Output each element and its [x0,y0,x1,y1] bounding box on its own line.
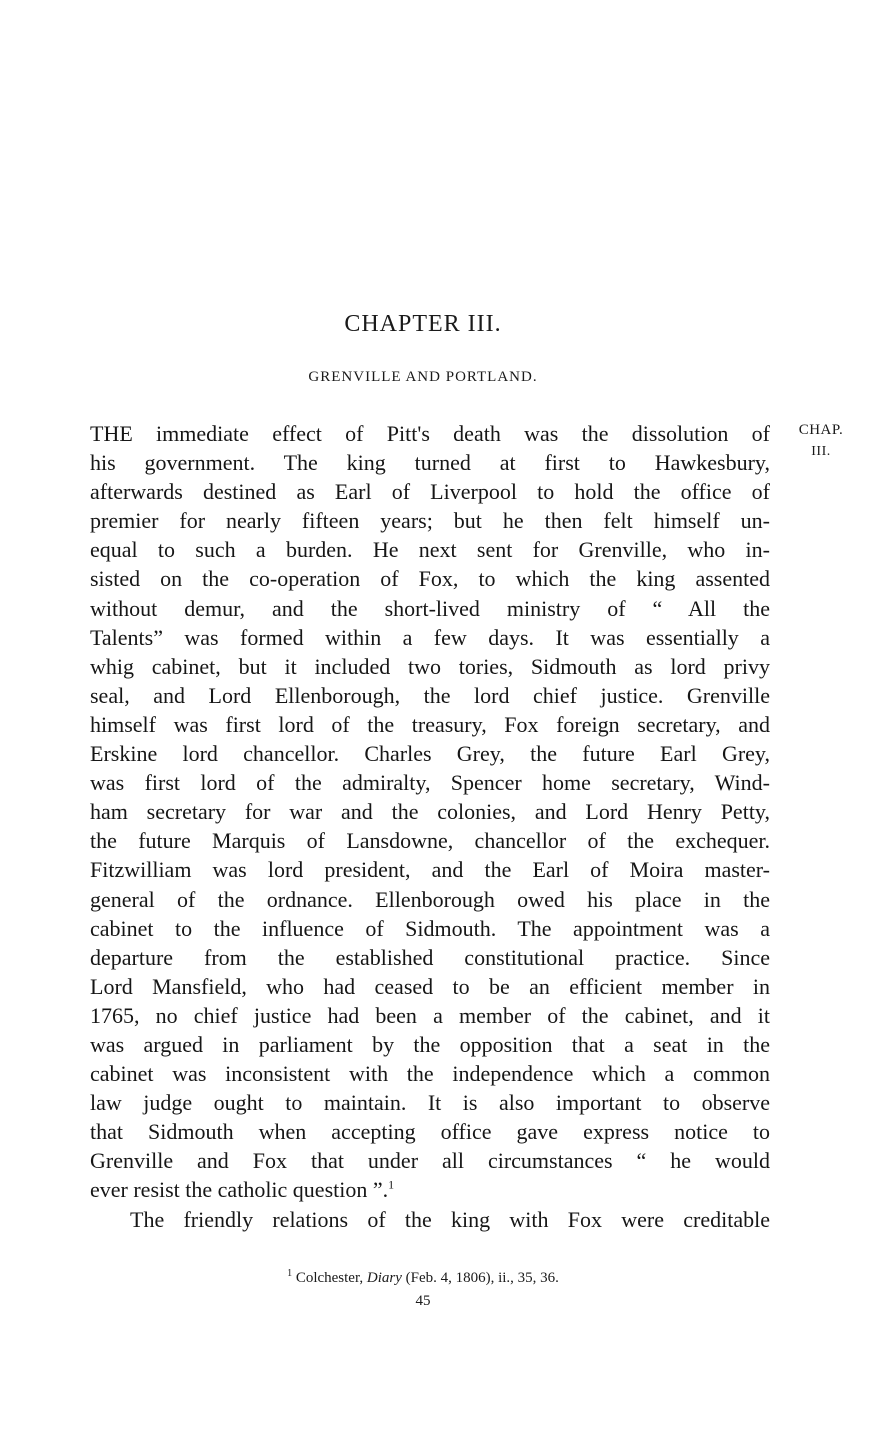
text-line: sisted on the co-operation of Fox, to which the king assented [90,566,770,592]
text-line: premier for nearly fifteen years; but he then felt himself un- [90,508,770,534]
text-line: cabinet to the influence of Sidmouth. The appointment was a [90,915,770,941]
text-line: afterwards destined as Earl of Liverpool to hold the office of [90,479,770,505]
chapter-subtitle: GRENVILLE AND PORTLAND. [308,369,538,385]
footnote-title: Diary [366,1270,402,1286]
text-line: whig cabinet, but it included two tories, Sidmouth as lord privy [90,653,770,679]
body-text [90,419,770,1234]
margin-note [786,420,856,462]
page-number: 45 [415,1293,431,1309]
text-line: Grenville and Fox that under all circumstances “ he would [90,1148,770,1174]
text-line: that Sidmouth when accepting office gave express notice to [90,1119,770,1145]
text-line: 1765, no chief justice had been a member of the cabinet, and it [90,1002,770,1028]
text-line: THE immediate effect of Pitt's death was the dissolution of [90,421,770,446]
text-line: was first lord of the admiralty, Spencer home secretary, Wind- [90,770,770,796]
text-line: Talents” was formed within a few days. It was essentially a [90,624,770,650]
text-line-content: ever resist the catholic question ”. [90,1177,389,1203]
text-line: departure from the established constitutional practice. Since [90,944,770,970]
text-line: his government. The king turned at first to Hawkesbury, [90,450,770,476]
footnote-reference[interactable]: 1 [388,1178,395,1193]
margin-note-chap: CHAP. [798,422,844,438]
text-line: law judge ought to maintain. It is also important to observe [90,1090,770,1116]
text-line: without demur, and the short-lived ministry of “ All the [90,595,770,621]
text-line: was argued in parliament by the opposition that a seat in the [90,1031,770,1057]
text-line: ham secretary for war and the colonies, and Lord Henry Petty, [90,799,770,825]
chapter-title: CHAPTER III. [344,311,502,337]
margin-note-number: III. [811,444,831,459]
text-line: general of the ordnance. Ellenborough owed his place in the [90,886,770,912]
text-line-last [90,1175,770,1204]
footnote [0,1268,846,1287]
text-line: himself was first lord of the treasury, Fox foreign secretary, and [90,711,770,737]
footnote-text-after: (Feb. 4, 1806), ii., 35, 36. [405,1270,559,1286]
footnote-marker: 1 [287,1268,293,1279]
footnote-text-before: Colchester, [295,1270,364,1286]
paragraph-2-first-line: The friendly relations of the king with Fox were creditable [130,1206,770,1232]
text-line: Fitzwilliam was lord president, and the Earl of Moira master- [90,857,770,883]
text-line: Lord Mansfield, who had ceased to be an efficient member in [90,973,770,999]
text-line: cabinet was inconsistent with the independence which a common [90,1061,770,1087]
text-line: the future Marquis of Lansdowne, chancellor of the exchequer. [90,828,770,854]
text-line: seal, and Lord Ellenborough, the lord chief justice. Grenville [90,682,770,708]
text-line: Erskine lord chancellor. Charles Grey, the future Earl Grey, [90,741,770,767]
text-line: equal to such a burden. He next sent for Grenville, who in- [90,537,770,563]
